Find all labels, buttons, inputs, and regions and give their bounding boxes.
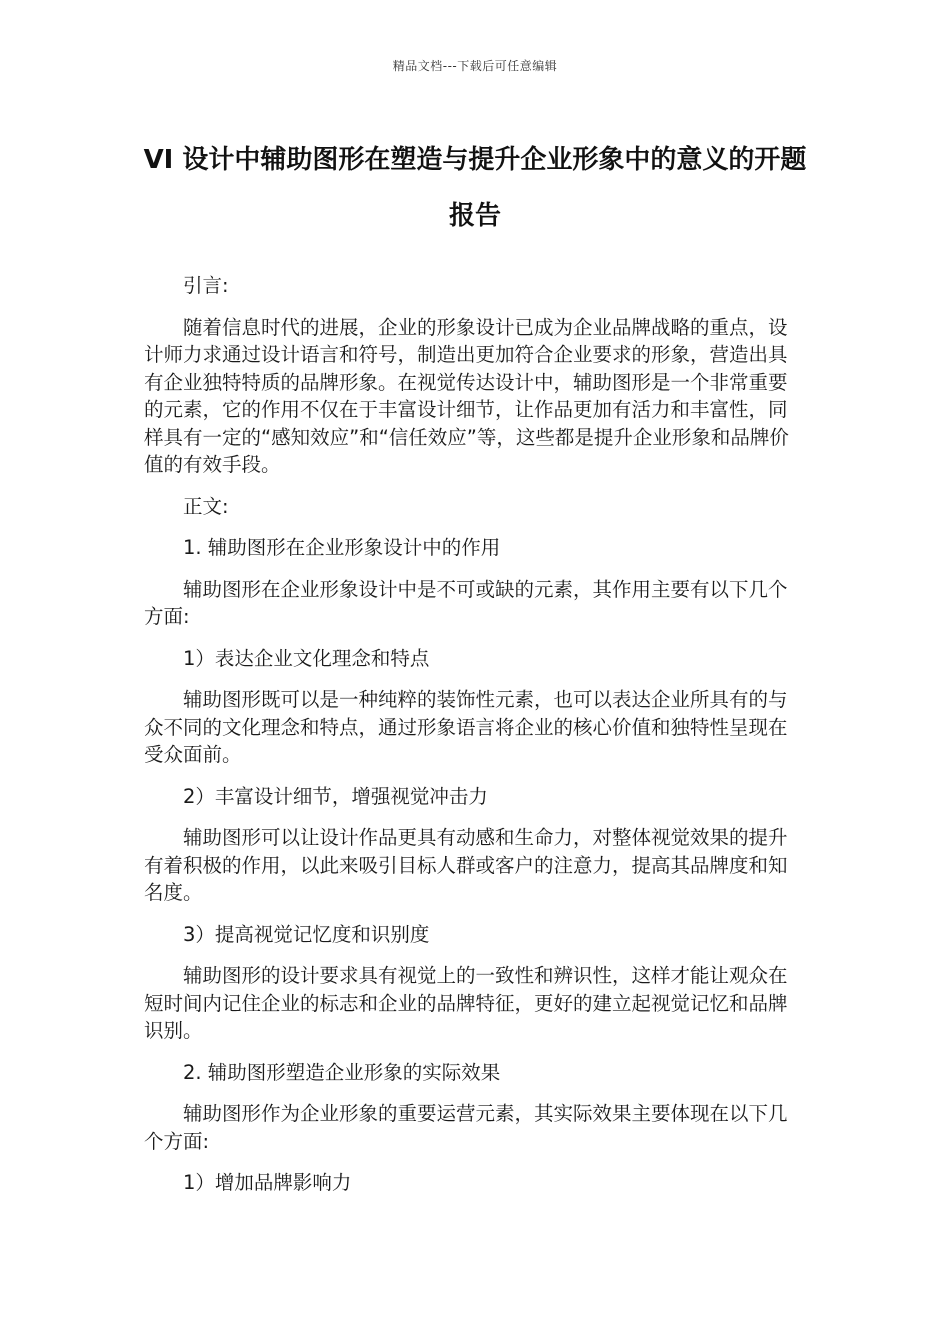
paragraph-intro-label: 引言: xyxy=(183,274,229,297)
document-title: VI 设计中辅助图形在塑造与提升企业形象中的意义的开题报告 xyxy=(143,145,807,231)
paragraph-1-1: 辅助图形既可以是一种纯粹的装饰性元素，也可以表达企业所具有的与众不同的文化理念和特点，通过形象语言将企业的核心价值和独特性呈现在受众面前。 xyxy=(144,688,788,766)
document-body xyxy=(144,272,806,1211)
header-note: 精品文档---下载后可任意编辑 xyxy=(392,59,558,73)
section-heading-1: 1. 辅助图形在企业形象设计中的作用 xyxy=(183,536,501,559)
subheading-2-1: 1）增加品牌影响力 xyxy=(183,1171,352,1194)
subheading-1-2: 2）丰富设计细节，增强视觉冲击力 xyxy=(183,784,488,808)
paragraph-section-2: 辅助图形作为企业形象的重要运营元素，其实际效果主要体现在以下几个方面: xyxy=(144,1102,788,1153)
subheading-1-3: 3）提高视觉记忆度和识别度 xyxy=(183,922,430,946)
paragraph-intro: 随着信息时代的进展，企业的形象设计已成为企业品牌战略的重点，设计师力求通过设计语言和符号，制造出更加符合企业要求的形象，营造出具有企业独特特质的品牌形象。在视觉传达设计中，辅助图形是一个非常重要的元素，它的作用不仅在于丰富设计细节，让作品更加有活力和丰富性，同样具有一定的“感知效应”和“信任效应”等，这些都是提升企业形象和品牌价值的有效手段。 xyxy=(144,315,789,476)
paragraph-1-3: 辅助图形的设计要求具有视觉上的一致性和辨识性，这样才能让观众在短时间内记住企业的标志和企业的品牌特征，更好的建立起视觉记忆和品牌识别。 xyxy=(144,964,788,1042)
paragraph-body-label: 正文: xyxy=(183,494,229,518)
section-heading-2: 2. 辅助图形塑造企业形象的实际效果 xyxy=(183,1060,501,1084)
paragraph-section-1: 辅助图形在企业形象设计中是不可或缺的元素，其作用主要有以下几个方面: xyxy=(144,577,788,628)
paragraph-1-2: 辅助图形可以让设计作品更具有动感和生命力，对整体视觉效果的提升有着积极的作用，以此来吸引目标人群或客户的注意力，提高其品牌度和知名度。 xyxy=(144,826,788,904)
subheading-1-1: 1）表达企业文化理念和特点 xyxy=(183,646,430,670)
